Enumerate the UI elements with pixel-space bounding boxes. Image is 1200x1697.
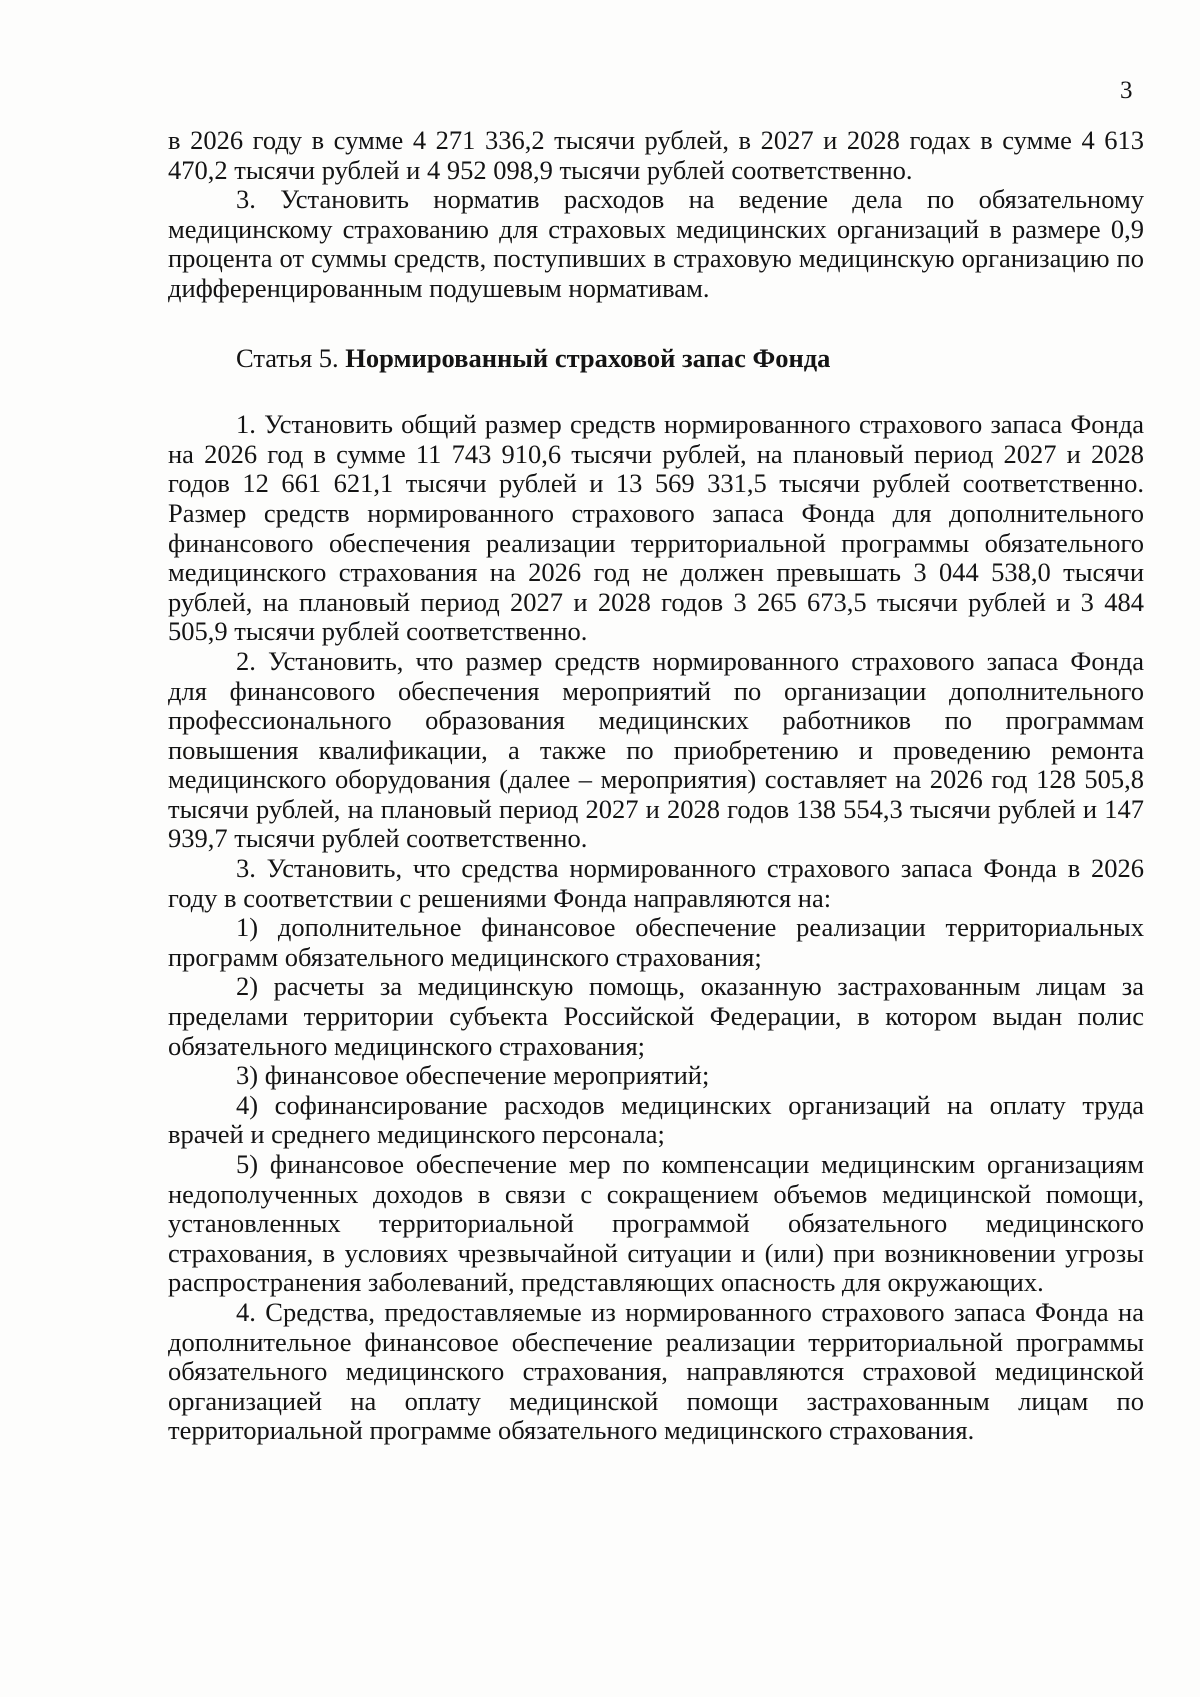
paragraph-item-3: 3. Установить, что средства нормированного страхового запаса Фонда в 2026 году в соответствии с решениями Фонда направляются на: <box>168 853 1144 913</box>
subitem-1: 1) дополнительное финансовое обеспечение реализации территориальных программ обязательного медицинского страхования; <box>168 912 1144 972</box>
subitem-4: 4) софинансирование расходов медицинских организаций на оплату труда врачей и среднего медицинского персонала; <box>168 1089 1144 1150</box>
document-body <box>168 126 1144 1446</box>
subitem-5: 5) финансовое обеспечение мер по компенсации медицинским организациям недополученных доходов в связи с сокращением объемов медицинской помощи, установленных территориальной программой обязательного медицинского страхования, в условиях чрезвычайной ситуации и (или) при возникновении угрозы распространения заболеваний, представляющих опасность для окружающих. <box>168 1149 1144 1298</box>
paragraph-item-1: 1. Установить общий размер средств нормированного страхового запаса Фонда на 2026 год в сумме 11 743 910,6 тысячи рублей, на плановый период 2027 и 2028 годов 12 661 621,1 тысячи рублей и 13 569 331,5 тысячи рублей соответственно. Размер средств нормированного страхового запаса Фонда для дополнительного финансового обеспечения реализации территориальной программы обязательного медицинского страхования на 2026 год не должен превышать 3 044 538,0 тысячи рублей, на плановый период 2027 и 2028 годов 3 265 673,5 тысячи рублей и 3 484 505,9 тысячи рублей соответственно. <box>168 409 1144 647</box>
subitem-2: 2) расчеты за медицинскую помощь, оказанную застрахованным лицам за пределами территории субъекта Российской Федерации, в котором выдан полис обязательного медицинского страхования; <box>168 971 1144 1061</box>
paragraph-continuation: в 2026 году в сумме 4 271 336,2 тысячи рублей, в 2027 и 2028 годах в сумме 4 613 470,2 тысячи рублей и 4 952 098,9 тысячи рублей соответственно. <box>168 125 1144 185</box>
article-heading <box>168 344 1144 374</box>
paragraph-item-2: 2. Установить, что размер средств нормированного страхового запаса Фонда для финансового обеспечения мероприятий по организации дополнительного профессионального образования медицинских работников по программам повышения квалификации, а также по приобретению и проведению ремонта медицинского оборудования (далее – мероприятия) составляет на 2026 год 128 505,8 тысячи рублей, на плановый период 2027 и 2028 годов 138 554,3 тысячи рублей и 147 939,7 тысячи рублей соответственно. <box>168 645 1144 854</box>
article-title: Нормированный страховой запас Фонда <box>345 342 831 373</box>
page-number: 3 <box>1120 77 1133 104</box>
article-prefix: Статья 5. <box>236 342 339 373</box>
paragraph-item-3-expense-norm: 3. Установить норматив расходов на ведение дела по обязательному медицинскому страхованию для страховых медицинских организаций в размере 0,9 процента от суммы средств, поступивших в страховую медицинскую организацию по дифференцированным подушевым нормативам. <box>168 184 1144 303</box>
paragraph-item-4: 4. Средства, предоставляемые из нормированного страхового запаса Фонда на дополнительное финансовое обеспечение реализации территориальной программы обязательного медицинского страхования, направляются страховой медицинской организацией на оплату медицинской помощи застрахованным лицам по территориальной программе обязательного медицинского страхования. <box>168 1296 1144 1446</box>
subitem-3: 3) финансовое обеспечение мероприятий; <box>236 1060 710 1091</box>
